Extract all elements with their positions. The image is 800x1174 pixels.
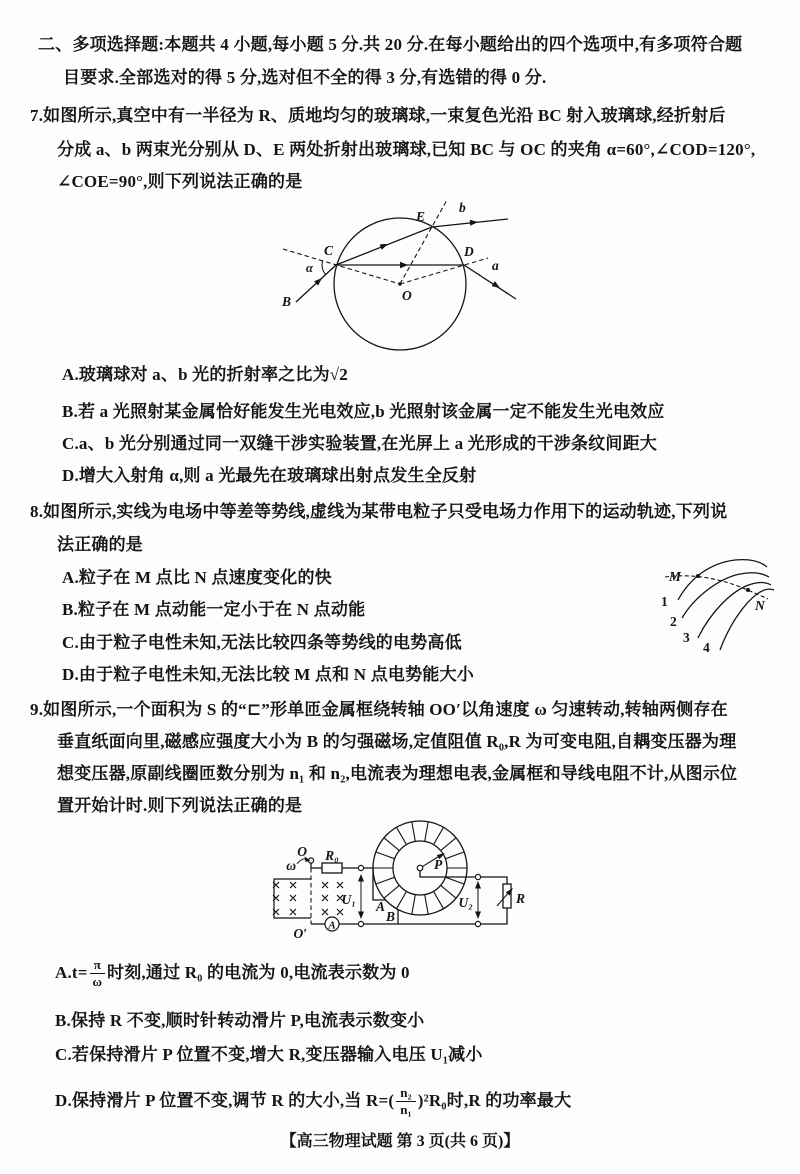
field-cross-marks (273, 882, 343, 915)
line-3-label: 3 (683, 630, 690, 645)
q9-line2: 垂直纸面向里,磁感应强度大小为 B 的匀强磁场,定值阻值 R₀,R 为可变电阻,自耦变压器为理 (57, 732, 737, 751)
section-header-line2: 目要求.全部选对的得 5 分,选对但不全的得 3 分,有选错的得 0 分. (63, 68, 547, 87)
q9-option-c: C.若保持滑片 P 位置不变,增大 R,变压器输入电压 U₁减小 (55, 1045, 483, 1064)
point-n-dot (746, 588, 750, 592)
q7-line2: 分成 a、b 两束光分别从 D、E 两处折射出玻璃球,已知 BC 与 OC 的夹角 α=60°,∠COD=120°, (57, 140, 756, 159)
q9-option-d-pre: D.保持滑片 P 位置不变,调节 R 的大小,当 R=( (55, 1091, 395, 1110)
q8-equipotential-diagram (645, 548, 800, 666)
ammeter-label: A (328, 919, 336, 932)
ray-a-label: a (492, 258, 499, 273)
point-b-label: B (282, 294, 292, 309)
q9-line4: 置开始计时.则下列说法正确的是 (57, 796, 303, 815)
secondary-bottom-terminal (475, 921, 480, 926)
line-4-label: 4 (703, 640, 710, 655)
line-2-label: 2 (670, 614, 677, 629)
u1-arrow-down (358, 912, 364, 920)
q9-option-b: B.保持 R 不变,顺时针转动滑片 P,电流表示数变小 (55, 1011, 425, 1030)
r0-label: R₀ (325, 848, 339, 863)
r-label: R (516, 891, 526, 906)
q9-option-a-pre: A.t= (55, 963, 88, 982)
resistor-r0-box (322, 863, 342, 873)
q7-line3: ∠COE=90°,则下列说法正确的是 (57, 172, 303, 191)
axis-o-prime-label: O′ (293, 926, 307, 941)
point-n-label: N (755, 598, 765, 613)
line-1-label: 1 (661, 594, 668, 609)
q7-line1: 7.如图所示,真空中有一半径为 R、质地均匀的玻璃球,一束复色光沿 BC 射入玻璃球,经折射后 (30, 106, 726, 125)
u1-arrow-up (358, 874, 364, 882)
u2-label: U₂ (458, 895, 473, 910)
q9-option-a (55, 958, 410, 989)
normal-at-d (400, 258, 488, 284)
arrowhead-chord-cd (400, 262, 408, 268)
q7-option-a: A.玻璃球对 a、b 光的折射率之比为√2 (62, 365, 349, 384)
u2-arrow-up (475, 881, 481, 889)
point-o-label: O (402, 288, 412, 303)
q8-line2: 法正确的是 (57, 535, 143, 554)
point-m-label: M (669, 569, 682, 584)
q9-line1: 9.如图所示,一个面积为 S 的“⊏”形单匝金属框绕转轴 OO′以角速度 ω 匀速转动,转轴两侧存在 (30, 700, 728, 719)
tap-b-label: B (385, 909, 395, 924)
point-m-dot (696, 574, 700, 578)
q9-line3: 想变压器,原副线圈匝数分别为 n₁ 和 n₂,电流表为理想电表,金属框和导线电阻不计,从图示位 (57, 764, 738, 783)
variable-resistor-r-box (503, 884, 511, 908)
point-d-label: D (464, 244, 474, 259)
q9-option-a-post: 时刻,通过 R₀ 的电流为 0,电流表示数为 0 (107, 963, 410, 982)
slider-pivot (417, 865, 423, 871)
q7-glass-sphere-diagram (268, 196, 528, 356)
wire-right-top (481, 877, 507, 884)
u2-arrow-down (475, 912, 481, 920)
slider-p-label: P (434, 857, 443, 872)
arrowhead-chord-ce (380, 244, 389, 250)
u1-label: U₁ (341, 892, 356, 907)
primary-bottom-terminal (358, 921, 363, 926)
q9-option-d-post: )²R₀时,R 的功率最大 (417, 1091, 572, 1110)
fraction-n2-over-n1: $\frac{\text{n₂}}{\text{n₁}}$ (396, 1086, 416, 1116)
point-c-label: C (324, 243, 334, 258)
incident-ray (296, 265, 336, 302)
q7-option-b: B.若 a 光照射某金属恰好能发生光电效应,b 光照射该金属一定不能发生光电效应 (62, 402, 665, 421)
q8-line1: 8.如图所示,实线为电场中等差等势线,虚线为某带电粒子只受电场力作用下的运动轨迹,下列说 (30, 502, 728, 521)
secondary-top-terminal (475, 874, 480, 879)
ray-b-label: b (459, 200, 466, 215)
q9-circuit-diagram (250, 815, 550, 947)
q7-option-c: C.a、b 光分别通过同一双缝干涉实验装置,在光屏上 a 光形成的干涉条纹间距大 (62, 434, 657, 453)
fraction-pi-over-omega: $\frac{\pi}{\omega}$ (90, 958, 105, 988)
axis-o-label: O (297, 844, 307, 859)
alpha-angle-arc (322, 261, 326, 275)
tap-a-label: A (376, 899, 386, 914)
omega-label: ω (286, 858, 296, 873)
arrowhead-exit-a (492, 281, 500, 288)
q8-option-c: C.由于粒子电性未知,无法比较四条等势线的电势高低 (62, 633, 462, 652)
exit-ray-a (464, 265, 516, 299)
q8-option-b: B.粒子在 M 点动能一定小于在 N 点动能 (62, 600, 366, 619)
point-e-label: E (416, 209, 426, 224)
primary-top-terminal (358, 865, 363, 870)
page-footer: 【高三物理试题 第 3 页(共 6 页)】 (280, 1133, 520, 1150)
alpha-label: α (306, 261, 313, 275)
q8-option-d: D.由于粒子电性未知,无法比较 M 点和 N 点电势能大小 (62, 665, 474, 684)
q8-option-a: A.粒子在 M 点比 N 点速度变化的快 (62, 568, 332, 587)
wire-right-bottom (481, 908, 507, 924)
section-header-line1: 二、多项选择题:本题共 4 小题,每小题 5 分.共 20 分.在每小题给出的四个选项中,有多项符合题 (38, 35, 743, 54)
q9-option-d (55, 1086, 571, 1117)
q7-option-d: D.增大入射角 α,则 a 光最先在玻璃球出射点发生全反射 (62, 466, 477, 485)
